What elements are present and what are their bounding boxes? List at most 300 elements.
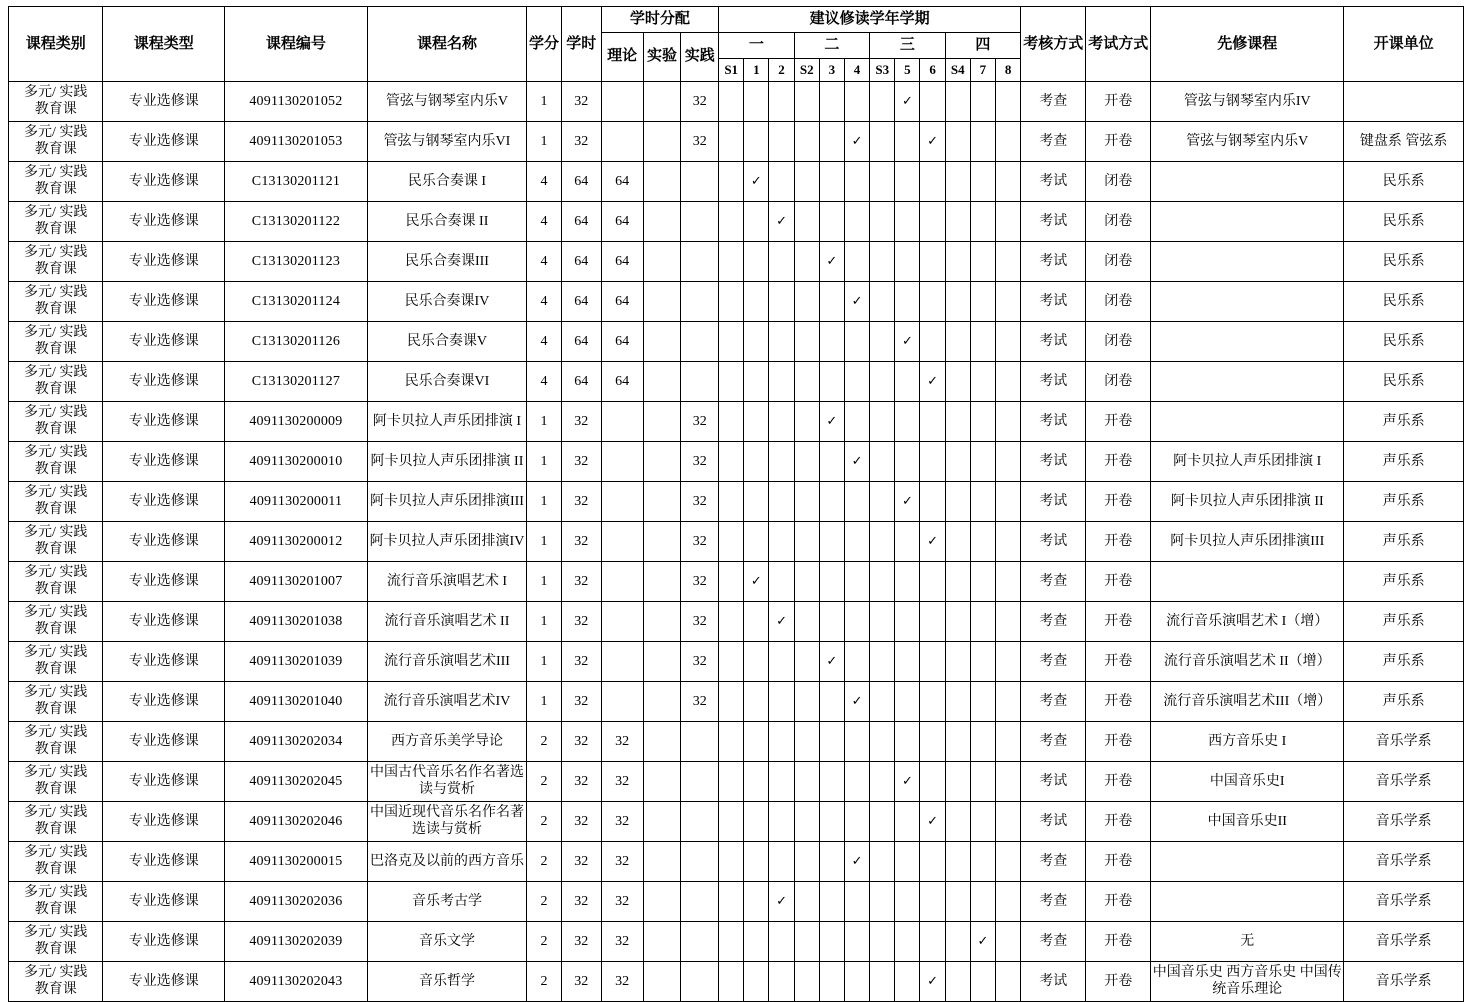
cell-term-checked [844,441,869,481]
cell-credit: 2 [527,921,562,961]
table-row [9,81,1464,121]
cell-course-kind [9,881,103,921]
cell-course-code: 4091130201040 [225,681,368,721]
cell-course-kind [9,641,103,681]
cell-term-empty [945,681,970,721]
check-icon: ✓ [826,253,838,269]
cell-term-empty [769,481,794,521]
cell-term-empty [970,521,995,561]
cell-credit: 2 [527,721,562,761]
cell-theory-hours [601,441,643,481]
cell-assessment: 考查 [1021,561,1086,601]
cell-term-empty [996,441,1021,481]
cell-theory-hours [601,401,643,441]
cell-term-empty [870,201,895,241]
course-kind-line-2: 教育课 [34,262,77,278]
cell-term-empty [769,281,794,321]
cell-term-empty [920,761,945,801]
cell-term-empty [920,201,945,241]
cell-term-empty [719,161,744,201]
cell-practice-hours [681,361,719,401]
table-row [9,361,1464,401]
cell-offering-dept: 民乐系 [1344,321,1464,361]
cell-term-empty [945,801,970,841]
cell-term-empty [870,321,895,361]
cell-theory-hours: 64 [601,241,643,281]
table-row [9,961,1464,1001]
cell-experiment-hours [643,401,681,441]
cell-term-empty [769,921,794,961]
cell-term-empty [819,121,844,161]
cell-practice-hours [681,721,719,761]
cell-term-empty [920,561,945,601]
course-kind-line-1: 多元/ 实践 [24,124,88,140]
cell-course-type: 专业选修课 [103,361,225,401]
cell-hours: 64 [561,241,601,281]
course-kind-line-1: 多元/ 实践 [24,844,88,860]
cell-exam-form: 开卷 [1086,801,1151,841]
cell-term-empty [996,241,1021,281]
cell-term-empty [996,121,1021,161]
cell-term-empty [844,641,869,681]
cell-course-type: 专业选修课 [103,201,225,241]
cell-course-kind [9,241,103,281]
cell-term-empty [719,761,744,801]
cell-course-name: 音乐考古学 [367,881,526,921]
cell-course-kind [9,401,103,441]
cell-course-code: 4091130202046 [225,801,368,841]
cell-hours: 32 [561,761,601,801]
cell-term-empty [769,841,794,881]
cell-offering-dept: 民乐系 [1344,201,1464,241]
cell-prerequisite [1151,361,1344,401]
cell-term-empty [744,521,769,561]
cell-theory-hours: 32 [601,921,643,961]
header-experiment: 实验 [643,32,681,81]
cell-term-empty [945,881,970,921]
cell-assessment: 考查 [1021,921,1086,961]
cell-prerequisite [1151,281,1344,321]
cell-term-empty [719,481,744,521]
cell-term-empty [895,601,920,641]
header-credit: 学分 [527,7,562,82]
cell-offering-dept: 声乐系 [1344,681,1464,721]
cell-offering-dept [1344,81,1464,121]
cell-term-empty [870,721,895,761]
cell-theory-hours: 32 [601,801,643,841]
cell-offering-dept: 音乐学系 [1344,881,1464,921]
cell-hours: 32 [561,641,601,681]
table-row [9,281,1464,321]
header-assessment: 考核方式 [1021,7,1086,82]
course-kind-line-2: 教育课 [34,542,77,558]
cell-term-empty [970,641,995,681]
cell-term-checked [769,601,794,641]
cell-term-empty [844,961,869,1001]
cell-term-empty [870,281,895,321]
cell-term-empty [920,721,945,761]
cell-term-empty [895,641,920,681]
table-row [9,401,1464,441]
cell-exam-form: 开卷 [1086,761,1151,801]
cell-course-code: C13130201122 [225,201,368,241]
cell-prerequisite: 无 [1151,921,1344,961]
cell-prerequisite [1151,241,1344,281]
cell-hours: 32 [561,681,601,721]
cell-term-empty [895,241,920,281]
cell-term-empty [844,721,869,761]
cell-offering-dept: 声乐系 [1344,401,1464,441]
cell-hours: 32 [561,481,601,521]
cell-credit: 1 [527,121,562,161]
cell-course-type: 专业选修课 [103,241,225,281]
cell-theory-hours [601,81,643,121]
cell-term-empty [870,761,895,801]
cell-term-empty [719,281,744,321]
cell-term-empty [819,481,844,521]
cell-course-type: 专业选修课 [103,801,225,841]
cell-assessment: 考试 [1021,201,1086,241]
cell-offering-dept: 音乐学系 [1344,761,1464,801]
course-kind-line-2: 教育课 [34,622,77,638]
cell-term-empty [870,601,895,641]
cell-prerequisite [1151,321,1344,361]
cell-term-empty [945,761,970,801]
cell-term-empty [719,561,744,601]
cell-hours: 32 [561,81,601,121]
cell-term-empty [794,441,819,481]
cell-practice-hours [681,241,719,281]
check-icon: ✓ [927,813,939,829]
cell-course-name: 音乐文学 [367,921,526,961]
cell-theory-hours [601,481,643,521]
cell-prerequisite: 流行音乐演唱艺术III（增） [1151,681,1344,721]
header-term-8: 8 [996,58,1021,81]
course-kind-line-2: 教育课 [34,822,77,838]
cell-term-empty [719,801,744,841]
cell-term-empty [819,361,844,401]
cell-term-empty [895,681,920,721]
cell-hours: 64 [561,321,601,361]
cell-term-empty [945,521,970,561]
cell-theory-hours [601,641,643,681]
cell-practice-hours: 32 [681,601,719,641]
cell-course-name: 流行音乐演唱艺术IV [367,681,526,721]
header-practice: 实践 [681,32,719,81]
cell-assessment: 考试 [1021,961,1086,1001]
cell-term-empty [996,321,1021,361]
cell-term-empty [970,281,995,321]
course-kind-line-2: 教育课 [34,942,77,958]
cell-term-empty [895,921,920,961]
cell-term-empty [996,401,1021,441]
cell-course-name: 民乐合奏课VI [367,361,526,401]
cell-hours: 32 [561,881,601,921]
cell-term-empty [794,121,819,161]
cell-term-checked [844,681,869,721]
table-row [9,921,1464,961]
cell-term-empty [844,921,869,961]
cell-term-empty [970,681,995,721]
cell-course-kind [9,321,103,361]
cell-course-kind [9,481,103,521]
cell-term-empty [819,441,844,481]
table-row [9,681,1464,721]
cell-exam-form: 开卷 [1086,961,1151,1001]
cell-theory-hours: 64 [601,361,643,401]
cell-term-empty [719,361,744,401]
cell-course-type: 专业选修课 [103,761,225,801]
cell-offering-dept: 音乐学系 [1344,961,1464,1001]
cell-term-empty [819,281,844,321]
cell-course-kind [9,441,103,481]
cell-term-empty [844,241,869,281]
cell-assessment: 考试 [1021,801,1086,841]
cell-prerequisite [1151,401,1344,441]
cell-term-empty [945,441,970,481]
course-kind-line-1: 多元/ 实践 [24,284,88,300]
cell-term-empty [794,601,819,641]
cell-term-empty [794,241,819,281]
cell-term-empty [794,521,819,561]
table-row [9,241,1464,281]
cell-assessment: 考查 [1021,601,1086,641]
cell-credit: 1 [527,681,562,721]
cell-term-empty [895,841,920,881]
cell-exam-form: 开卷 [1086,481,1151,521]
cell-exam-form: 开卷 [1086,721,1151,761]
cell-course-code: 4091130200010 [225,441,368,481]
cell-term-empty [794,841,819,881]
course-kind-line-2: 教育课 [34,182,77,198]
cell-term-empty [970,81,995,121]
check-icon: ✓ [901,93,913,109]
cell-course-type: 专业选修课 [103,841,225,881]
header-theory: 理论 [601,32,643,81]
cell-offering-dept: 声乐系 [1344,441,1464,481]
cell-term-empty [794,561,819,601]
cell-term-empty [895,201,920,241]
cell-credit: 2 [527,961,562,1001]
cell-term-empty [744,121,769,161]
cell-term-empty [769,681,794,721]
cell-term-empty [719,81,744,121]
header-term-2: 2 [769,58,794,81]
cell-theory-hours: 32 [601,841,643,881]
cell-practice-hours: 32 [681,81,719,121]
cell-term-checked [895,761,920,801]
cell-term-empty [719,441,744,481]
cell-term-empty [920,401,945,441]
cell-course-code: 4091130200015 [225,841,368,881]
cell-term-checked [819,241,844,281]
cell-term-empty [996,641,1021,681]
cell-term-checked [819,401,844,441]
header-exam-form: 考试方式 [1086,7,1151,82]
cell-credit: 2 [527,761,562,801]
cell-term-checked [895,321,920,361]
cell-term-empty [920,921,945,961]
cell-exam-form: 开卷 [1086,521,1151,561]
check-icon: ✓ [927,533,939,549]
cell-course-type: 专业选修课 [103,401,225,441]
cell-term-empty [794,161,819,201]
table-row [9,761,1464,801]
cell-term-empty [870,81,895,121]
cell-term-empty [870,561,895,601]
cell-term-empty [719,521,744,561]
cell-term-empty [769,321,794,361]
course-kind-line-1: 多元/ 实践 [24,884,88,900]
cell-term-empty [744,81,769,121]
course-kind-line-2: 教育课 [34,102,77,118]
cell-term-empty [719,961,744,1001]
cell-term-empty [769,161,794,201]
cell-practice-hours: 32 [681,481,719,521]
cell-prerequisite: 管弦与钢琴室内乐IV [1151,81,1344,121]
cell-term-empty [870,881,895,921]
cell-term-empty [844,601,869,641]
cell-term-empty [844,401,869,441]
table-row [9,801,1464,841]
header-hours-group: 学时分配 [601,7,718,33]
cell-hours: 32 [561,961,601,1001]
header-term-6: 6 [920,58,945,81]
cell-term-empty [794,321,819,361]
cell-term-empty [895,121,920,161]
cell-term-empty [945,161,970,201]
cell-course-code: C13130201127 [225,361,368,401]
header-year-1: 一 [719,32,795,58]
cell-prerequisite: 中国音乐史 西方音乐史 中国传统音乐理论 [1151,961,1344,1001]
cell-course-name: 民乐合奏课 II [367,201,526,241]
cell-theory-hours: 32 [601,761,643,801]
cell-credit: 2 [527,881,562,921]
cell-credit: 1 [527,441,562,481]
cell-term-empty [794,721,819,761]
cell-exam-form: 闭卷 [1086,201,1151,241]
cell-term-checked [844,281,869,321]
cell-term-checked [844,121,869,161]
header-term-s1: S1 [719,58,744,81]
table-body [9,81,1464,1001]
cell-experiment-hours [643,521,681,561]
cell-term-empty [970,841,995,881]
table-row [9,321,1464,361]
cell-prerequisite [1151,201,1344,241]
cell-prerequisite: 中国音乐史I [1151,761,1344,801]
cell-term-empty [844,761,869,801]
cell-exam-form: 开卷 [1086,841,1151,881]
cell-term-empty [895,961,920,1001]
table-row [9,601,1464,641]
cell-prerequisite: 流行音乐演唱艺术 I（增） [1151,601,1344,641]
cell-term-empty [844,561,869,601]
cell-course-type: 专业选修课 [103,321,225,361]
cell-experiment-hours [643,801,681,841]
cell-term-empty [844,161,869,201]
cell-course-kind [9,681,103,721]
header-term-3: 3 [819,58,844,81]
course-kind-line-1: 多元/ 实践 [24,444,88,460]
cell-hours: 32 [561,401,601,441]
cell-experiment-hours [643,841,681,881]
cell-course-code: 4091130202043 [225,961,368,1001]
cell-course-type: 专业选修课 [103,481,225,521]
course-kind-line-2: 教育课 [34,222,77,238]
cell-course-kind [9,961,103,1001]
cell-term-empty [970,601,995,641]
cell-term-empty [996,601,1021,641]
header-term-s3: S3 [870,58,895,81]
cell-practice-hours [681,841,719,881]
cell-term-empty [794,681,819,721]
cell-term-empty [945,921,970,961]
header-year-2: 二 [794,32,870,58]
cell-term-empty [870,841,895,881]
cell-term-empty [920,601,945,641]
cell-term-empty [970,201,995,241]
check-icon: ✓ [776,613,787,629]
cell-term-empty [794,81,819,121]
header-term-4: 4 [844,58,869,81]
cell-prerequisite [1151,841,1344,881]
cell-assessment: 考试 [1021,761,1086,801]
cell-exam-form: 开卷 [1086,121,1151,161]
cell-assessment: 考查 [1021,121,1086,161]
cell-term-empty [744,601,769,641]
cell-course-kind [9,721,103,761]
cell-term-empty [719,121,744,161]
cell-term-checked [844,841,869,881]
cell-term-empty [844,361,869,401]
cell-term-empty [920,881,945,921]
cell-course-name: 中国古代音乐名作名著选读与赏析 [367,761,526,801]
cell-exam-form: 开卷 [1086,681,1151,721]
cell-term-empty [744,921,769,961]
cell-practice-hours: 32 [681,521,719,561]
cell-term-empty [970,121,995,161]
cell-theory-hours: 64 [601,161,643,201]
cell-experiment-hours [643,761,681,801]
course-kind-line-1: 多元/ 实践 [24,724,88,740]
cell-practice-hours [681,881,719,921]
cell-credit: 2 [527,841,562,881]
cell-term-empty [870,441,895,481]
cell-hours: 64 [561,161,601,201]
cell-term-empty [970,761,995,801]
check-icon: ✓ [826,653,838,669]
cell-practice-hours [681,921,719,961]
cell-term-empty [895,801,920,841]
cell-term-empty [996,201,1021,241]
cell-term-empty [895,881,920,921]
cell-term-empty [744,321,769,361]
cell-term-empty [870,961,895,1001]
cell-term-empty [920,161,945,201]
cell-term-empty [844,321,869,361]
cell-practice-hours: 32 [681,641,719,681]
cell-course-kind [9,281,103,321]
cell-term-empty [819,521,844,561]
cell-hours: 64 [561,281,601,321]
cell-course-code: C13130201121 [225,161,368,201]
cell-assessment: 考试 [1021,161,1086,201]
cell-practice-hours: 32 [681,121,719,161]
cell-experiment-hours [643,321,681,361]
cell-experiment-hours [643,561,681,601]
course-kind-line-1: 多元/ 实践 [24,244,88,260]
